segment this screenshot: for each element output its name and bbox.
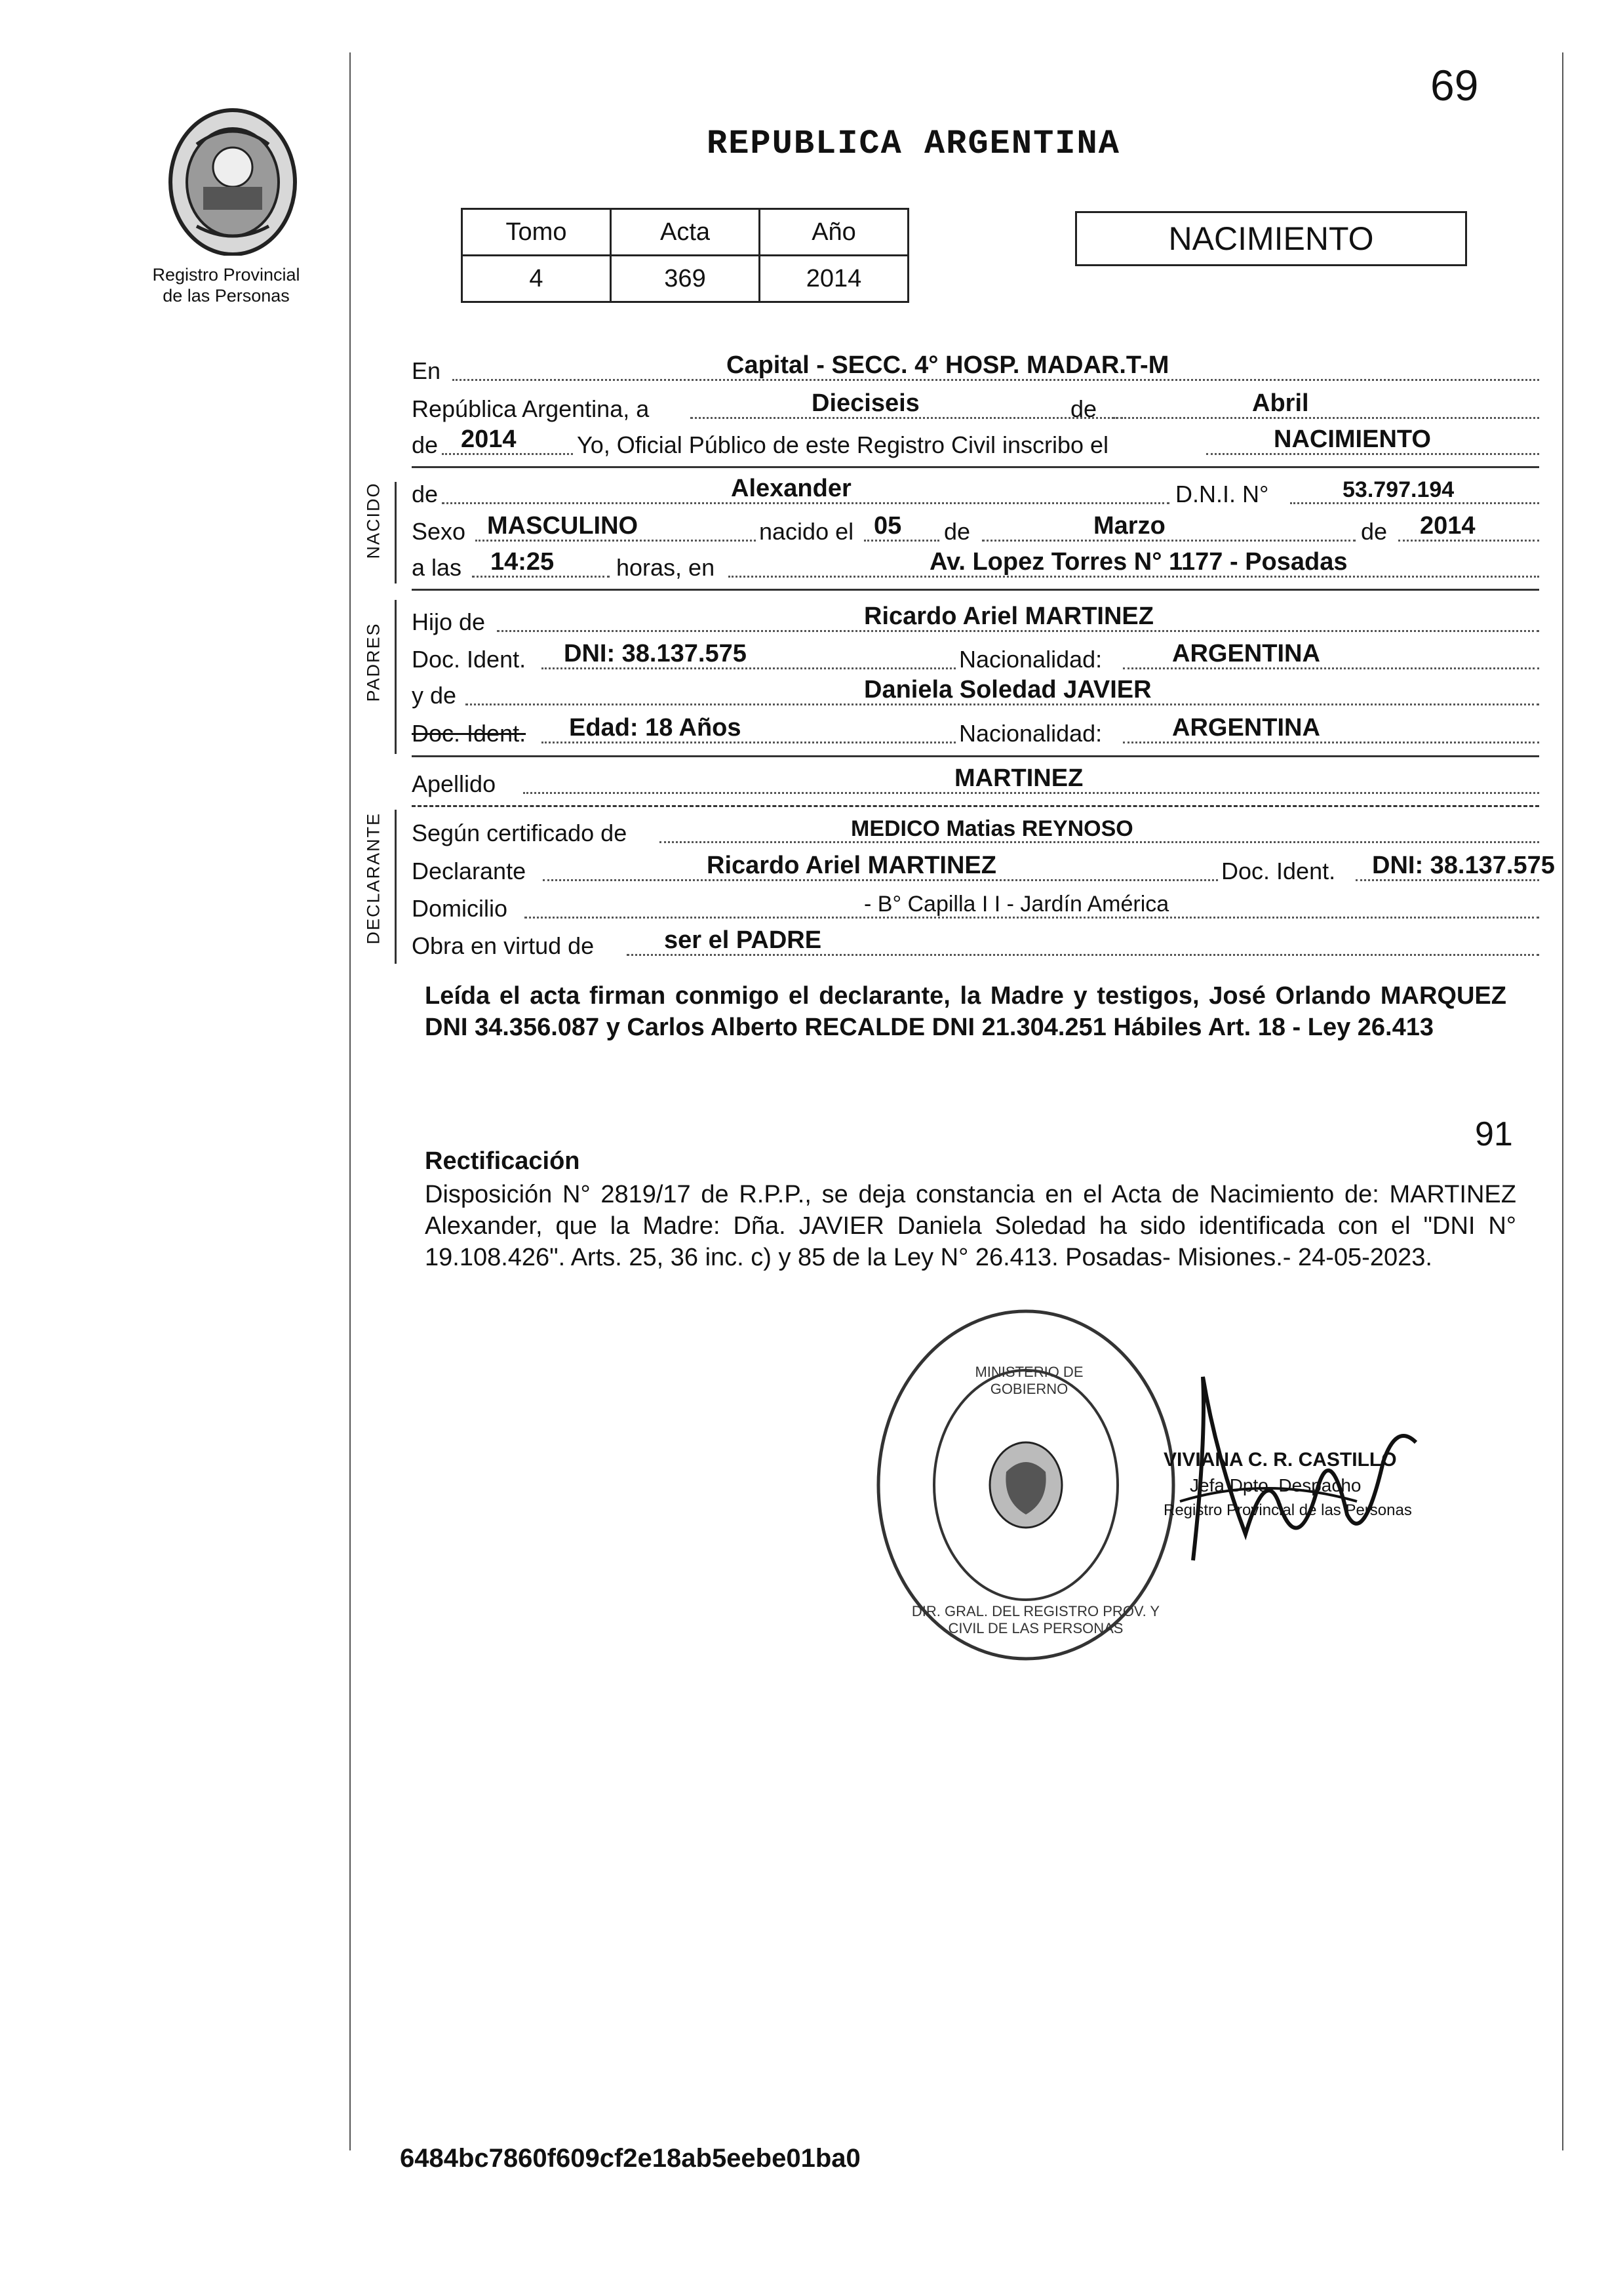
- nacionalidad2-label: Nacionalidad:: [959, 720, 1103, 747]
- obra-label: Obra en virtud de: [412, 932, 595, 959]
- horas-en-label: horas, en: [616, 554, 715, 581]
- page-title: REPUBLICA ARGENTINA: [707, 125, 1120, 163]
- row-fecha-inscripcion: [412, 389, 1539, 426]
- row-hora-lugar: [412, 547, 1539, 584]
- oficial-text: Yo, Oficial Público de este Registro Civil inscribo el: [577, 431, 1109, 458]
- de-label: de: [1070, 395, 1097, 422]
- section-bar-nacido: [395, 482, 397, 584]
- sexo-label: Sexo: [412, 518, 466, 545]
- nacionalidad-label: Nacionalidad:: [959, 646, 1103, 673]
- month-value: Abril: [1252, 389, 1309, 417]
- a-las-label: a las: [412, 554, 462, 581]
- de3-label: de: [1361, 518, 1388, 545]
- right-margin-line: [1562, 52, 1563, 2150]
- hijo-de-label: Hijo de: [412, 608, 486, 635]
- obra-value: ser el PADRE: [664, 926, 822, 954]
- row-inscripcion: [412, 425, 1539, 462]
- anio-nac-value: 2014: [1420, 512, 1476, 540]
- day-value: Dieciseis: [812, 389, 920, 417]
- declarante-label: Declarante: [412, 858, 526, 884]
- declarante-value: Ricardo Ariel MARTINEZ: [707, 852, 996, 879]
- row-madre-doc: [412, 713, 1539, 750]
- tomo-value: 4: [462, 256, 611, 302]
- doc-ident-label: Doc. Ident.: [412, 646, 526, 673]
- apellido-value: MARTINEZ: [954, 764, 1084, 792]
- rectificacion-number: 91: [1475, 1115, 1513, 1153]
- row-obra: [412, 926, 1539, 962]
- document-hash: 6484bc7860f609cf2e18ab5eebe01ba0: [400, 2144, 861, 2173]
- inscribo-value: NACIMIENTO: [1274, 426, 1431, 453]
- signature-position: Jefa Dpto. Despacho: [1190, 1475, 1362, 1495]
- stamp-ring-text: DIR. GRAL. DEL REGISTRO PROV. Y CIVIL DE LAS PERSONAS: [911, 1603, 1160, 1636]
- sexo-value: MASCULINO: [487, 512, 638, 540]
- provincial-seal: [157, 105, 308, 256]
- padre-doc-value: DNI: 38.137.575: [564, 640, 747, 667]
- act-type-box: NACIMIENTO: [1075, 211, 1467, 266]
- signature-office: Registro Provincial de las Personas: [1164, 1501, 1412, 1519]
- year-label: de: [412, 431, 439, 458]
- section-divider: [412, 466, 1539, 468]
- republica-label: República Argentina, a: [412, 395, 650, 422]
- declarante-doc-value: DNI: 38.137.575: [1372, 852, 1555, 879]
- acta-value: 369: [611, 256, 760, 302]
- row-madre: [412, 675, 1539, 712]
- page-number: 69: [1430, 61, 1479, 109]
- nombre-value: Alexander: [731, 475, 852, 502]
- certificado-value: MEDICO Matias REYNOSO: [851, 816, 1133, 841]
- side-label-declarante: DECLARANTE: [363, 812, 383, 945]
- year-value: 2014: [461, 426, 517, 453]
- row-apellido: [412, 764, 1539, 801]
- row-certificado: [412, 813, 1539, 850]
- tomo-header: Tomo: [462, 209, 611, 256]
- de2-label: de: [944, 518, 971, 545]
- dots: [1113, 417, 1539, 419]
- certificado-label: Según certificado de: [412, 820, 627, 846]
- mes-nac-value: Marzo: [1093, 512, 1166, 540]
- row-en: [412, 351, 1539, 387]
- registry-line-1: Registro Provincial: [152, 265, 300, 285]
- madre-doc-value: Edad: 18 Años: [569, 714, 741, 742]
- section-divider: [412, 755, 1539, 757]
- closing-text: Leída el acta firman conmigo el declarante, la Madre y testigos, José Orlando MARQUEZ DNI 34.356.087 y Carlos Alberto RECALDE DNI 21.304.251 Hábiles Art. 18 - Ley 26.413: [425, 982, 1506, 1041]
- lugar-value: Av. Lopez Torres N° 1177 - Posadas: [930, 548, 1348, 576]
- rectificacion-title: Rectificación: [425, 1147, 580, 1175]
- signature-name: VIVIANA C. R. CASTILLO: [1164, 1449, 1397, 1471]
- hora-value: 14:25: [490, 548, 555, 576]
- acta-header: Acta: [611, 209, 760, 256]
- signature-drawing: [1167, 1364, 1442, 1580]
- en-label: En: [412, 357, 441, 384]
- registry-line-2: de las Personas: [163, 286, 290, 306]
- section-divider: [412, 805, 1539, 807]
- madre-value: Daniela Soledad JAVIER: [864, 676, 1152, 703]
- nacido-de-label: de: [412, 481, 439, 507]
- row-sexo: [412, 511, 1539, 548]
- row-declarante: [412, 851, 1555, 888]
- apellido-label: Apellido: [412, 770, 496, 797]
- stamp-inner-text: MINISTERIO DE GOBIERNO: [975, 1364, 1084, 1397]
- padre-value: Ricardo Ariel MARTINEZ: [864, 603, 1154, 630]
- dia-nac-value: 05: [874, 512, 902, 540]
- side-label-nacido: NACIDO: [363, 482, 383, 559]
- row-padre-doc: [412, 639, 1539, 676]
- madre-nac-value: ARGENTINA: [1172, 714, 1320, 742]
- side-label-padres: PADRES: [363, 622, 383, 702]
- section-bar-declarante: [395, 810, 397, 964]
- row-domicilio: [412, 888, 1539, 925]
- dni-value: 53.797.194: [1343, 477, 1455, 502]
- rectificacion-body: Disposición N° 2819/17 de R.P.P., se deja constancia en el Acta de Nacimiento de: MARTINEZ Alexander, que la Madre: Dña. JAVIER Daniela Soledad ha sido identificada con el "DNI N° 19.108.426". Arts. 25, 36 inc. c) y 85 de la Ley N° 26.413. Posadas- Misiones.- 24-05-2023.: [425, 1181, 1516, 1271]
- en-value: Capital - SECC. 4° HOSP. MADAR.T-M: [726, 351, 1169, 379]
- section-bar-padres: [395, 600, 397, 754]
- domicilio-label: Domicilio: [412, 895, 508, 922]
- domicilio-value: - B° Capilla I I - Jardín América: [864, 892, 1169, 917]
- dots: [1356, 879, 1539, 881]
- row-padre: [412, 602, 1539, 639]
- left-margin-line: [349, 52, 351, 2150]
- padre-nac-value: ARGENTINA: [1172, 640, 1320, 667]
- section-divider: [412, 589, 1539, 591]
- y-de-label: y de: [412, 682, 457, 709]
- nacido-el-label: nacido el: [759, 518, 854, 545]
- ano-header: Año: [760, 209, 909, 256]
- dots: [982, 540, 1356, 542]
- row-nombre: [412, 474, 1539, 511]
- doc-ident-struck-label: Doc. Ident.: [412, 720, 526, 747]
- doc-ident2-label: Doc. Ident.: [1221, 858, 1336, 884]
- dni-label: D.N.I. N°: [1175, 481, 1269, 507]
- tomo-acta-ano-table: [461, 208, 909, 303]
- ano-value: 2014: [760, 256, 909, 302]
